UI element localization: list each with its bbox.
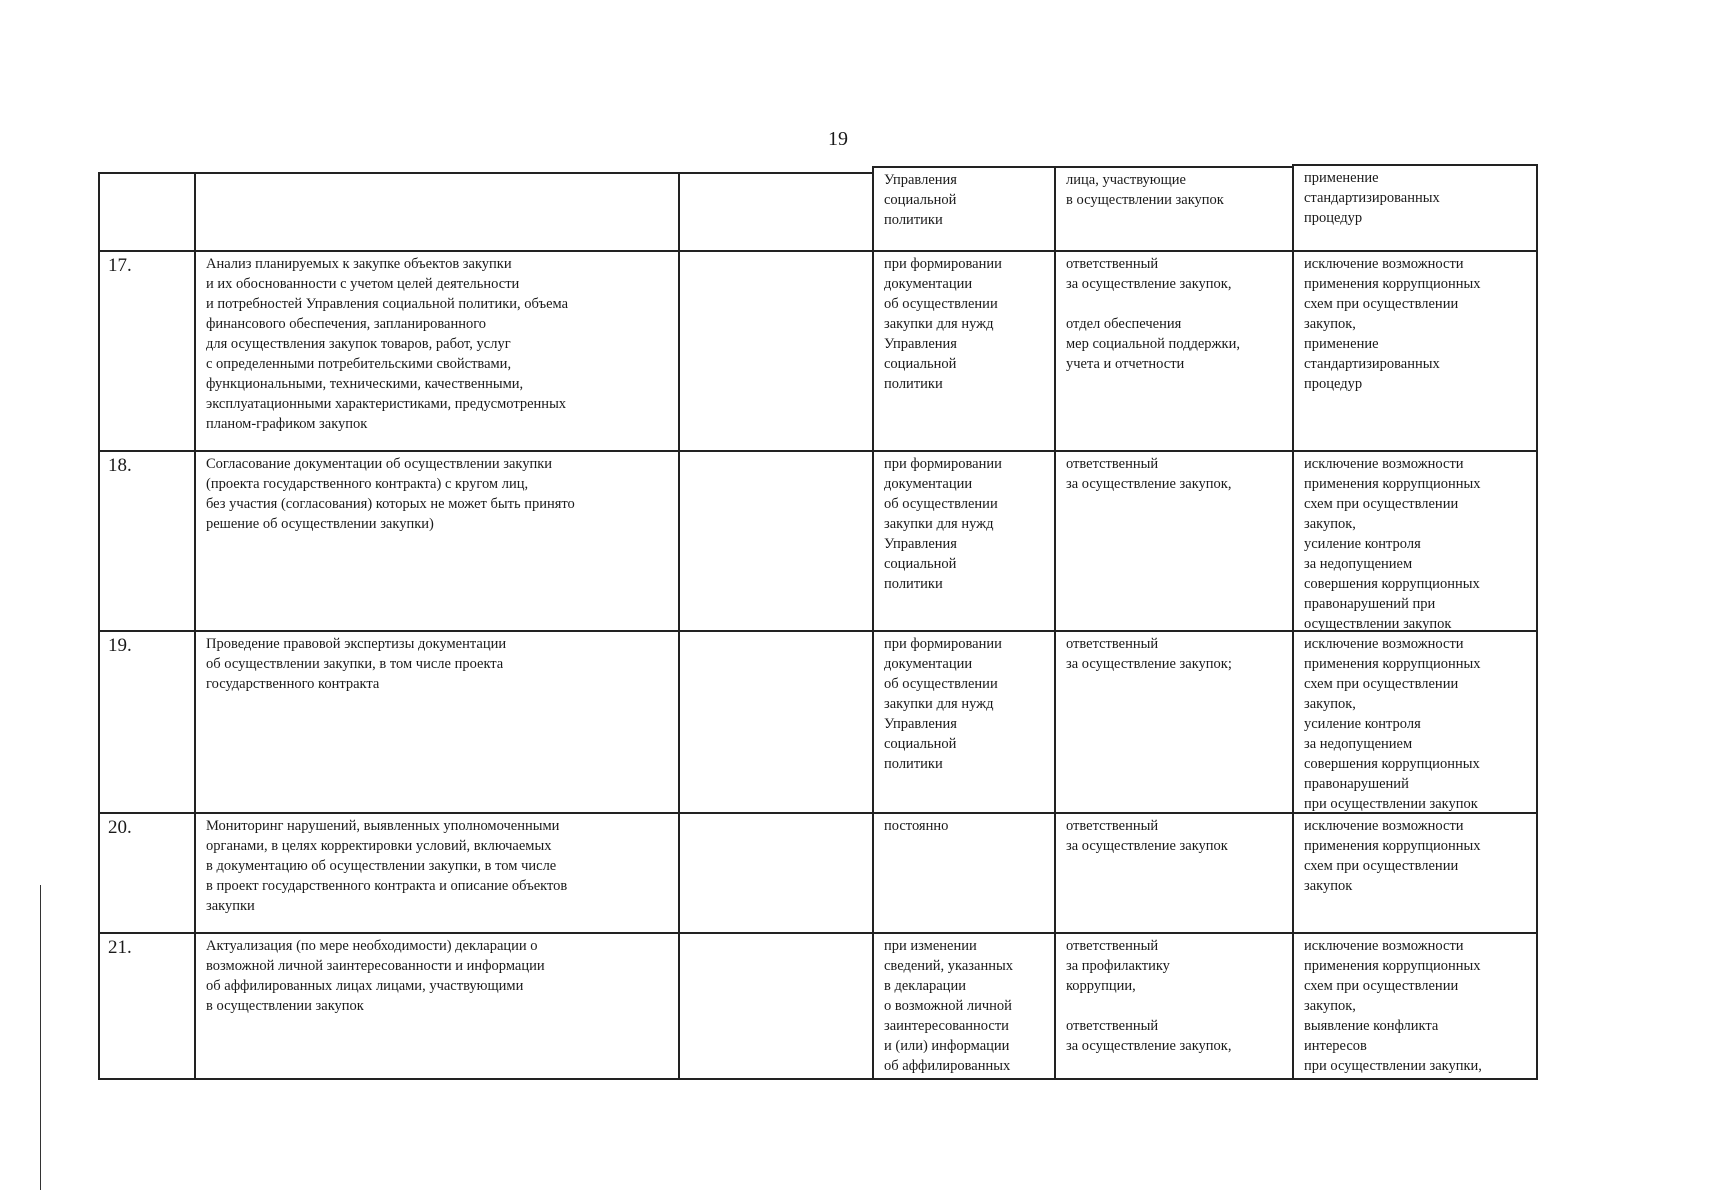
table-cell-measures: исключение возможности применения коррупционных схем при осуществлении закупок, усиление контроля за недопущением совершения коррупционных правонарушений при осуществлении закупок [1292,630,1538,814]
table-cell-timing: постоянно [872,812,1056,934]
table-cell-responsible: ответственный за профилактику коррупции, ответственный за осуществление закупок, [1054,932,1294,1080]
table-cell-blank [678,172,874,252]
table-cell-measures: исключение возможности применения коррупционных схем при осуществлении закупок, усиление контроля за недопущением совершения коррупционных правонарушений при осуществлении закупок [1292,450,1538,632]
table-cell-description: Проведение правовой экспертизы документации об осуществлении закупки, в том числе проекта государственного контракта [194,630,680,814]
table-cell-number: 20. [98,812,196,934]
table-cell-number: 21. [98,932,196,1080]
table-cell-responsible: ответственный за осуществление закупок [1054,812,1294,934]
table-cell-timing: при формировании документации об осуществлении закупки для нужд Управления социальной политики [872,630,1056,814]
table-cell-number: 17. [98,250,196,452]
table-cell-description: Мониторинг нарушений, выявленных уполномоченными органами, в целях корректировки условий, включаемых в документацию об осуществлении закупки, в том числе в проект государственного контракта и описание объектов закупки [194,812,680,934]
table-cell-number: 19. [98,630,196,814]
table-cell-measures: исключение возможности применения коррупционных схем при осуществлении закупок, применение стандартизированных процедур [1292,250,1538,452]
table-cell-measures: исключение возможности применения коррупционных схем при осуществлении закупок [1292,812,1538,934]
table-cell-description: Актуализация (по мере необходимости) декларации о возможной личной заинтересованности и информации об аффилированных лицах лицами, участвующими в осуществлении закупок [194,932,680,1080]
table-cell-description: Анализ планируемых к закупке объектов закупки и их обоснованности с учетом целей деятельности и потребностей Управления социальной политики, объема финансового обеспечения, запланированного для осуществления закупок товаров, работ, услуг с определенными потребительскими свойствами, функциональными, техническими, качественными, эксплуатационными характеристиками, предусмотренных планом-графиком закупок [194,250,680,452]
table-cell-description [194,172,680,252]
table-cell-timing: при формировании документации об осуществлении закупки для нужд Управления социальной политики [872,450,1056,632]
table-cell-timing: Управления социальной политики [872,166,1056,252]
table-cell-description: Согласование документации об осуществлении закупки (проекта государственного контракта) с кругом лиц, без участия (согласования) которых не может быть принято решение об осуществлении закупки) [194,450,680,632]
table-cell-measures: применение стандартизированных процедур [1292,164,1538,252]
table-cell-blank [678,812,874,934]
table-cell-blank [678,630,874,814]
page-number: 19 [828,128,848,150]
table-cell-responsible: ответственный за осуществление закупок; [1054,630,1294,814]
table-cell-number [98,172,196,252]
table-cell-responsible: ответственный за осуществление закупок, отдел обеспечения мер социальной поддержки, учета и отчетности [1054,250,1294,452]
table-cell-blank [678,932,874,1080]
table-cell-timing: при изменении сведений, указанных в декларации о возможной личной заинтересованности и (или) информации об аффилированных [872,932,1056,1080]
table-cell-timing: при формировании документации об осуществлении закупки для нужд Управления социальной политики [872,250,1056,452]
table-cell-blank [678,450,874,632]
table-cell-measures: исключение возможности применения коррупционных схем при осуществлении закупок, выявление конфликта интересов при осуществлении закупки, [1292,932,1538,1080]
table-cell-responsible: лица, участвующие в осуществлении закупок [1054,166,1294,252]
table-cell-blank [678,250,874,452]
table-cell-responsible: ответственный за осуществление закупок, [1054,450,1294,632]
table-cell-number: 18. [98,450,196,632]
